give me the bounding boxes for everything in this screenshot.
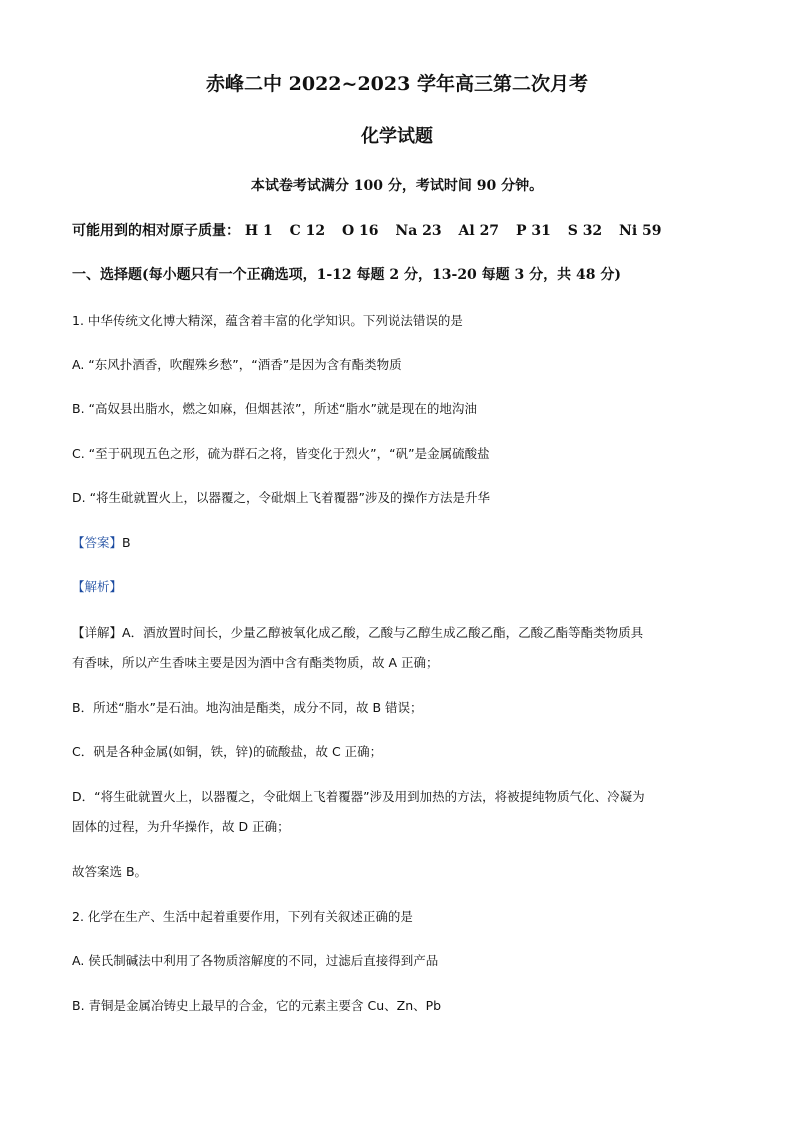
answer-value: B	[122, 535, 131, 550]
q1-detail-line: D．“将生砒就置火上，以器覆之，令砒烟上飞着覆器”涉及用到加热的方法，将被提纯物质气化、冷凝为	[72, 789, 645, 804]
subject-title: 化学试题	[361, 126, 433, 147]
atomic-mass-item: H 1	[244, 223, 273, 239]
q2-stem: 2. 化学在生产、生活中起着重要作用，下列有关叙述正确的是	[72, 909, 413, 924]
atomic-mass-item: Al 27	[458, 223, 500, 239]
exam-note: 本试卷考试满分 100 分，考试时间 90 分钟。	[250, 178, 544, 194]
atomic-mass-item: C 12	[289, 223, 326, 239]
atomic-mass-item: P 31	[515, 223, 551, 239]
q1-detail-line	[72, 624, 643, 642]
q1-option-b: B. “高奴县出脂水，燃之如麻，但烟甚浓”，所述“脂水”就是现在的地沟油	[72, 401, 477, 416]
atomic-mass-item: S 32	[567, 223, 603, 239]
q1-conclusion: 故答案选 B。	[72, 864, 148, 879]
atomic-mass-item: O 16	[341, 223, 379, 239]
answer-tag: 【答案】	[72, 535, 123, 550]
q1-option-c: C. “至于矾现五色之形，硫为群石之将，皆变化于烈火”，“矾”是金属硫酸盐	[72, 446, 490, 461]
q1-option-a: A. “东风扑酒香，吹醒殊乡愁”，“酒香”是因为含有酯类物质	[72, 357, 402, 372]
q1-stem: 1. 中华传统文化博大精深，蕴含着丰富的化学知识。下列说法错误的是	[72, 313, 463, 328]
q1-analysis-tag: 【解析】	[72, 579, 123, 594]
q1-detail-line: B．所述“脂水”是石油。地沟油是酯类，成分不同，故 B 错误；	[72, 700, 423, 715]
detail-tag: 【详解】	[72, 625, 123, 640]
q1-detail-line: 固体的过程，为升华操作，故 D 正确；	[72, 819, 290, 834]
q1-detail-line: 有香味，所以产生香味主要是因为酒中含有酯类物质，故 A 正确；	[72, 655, 439, 670]
q1-answer	[72, 534, 131, 552]
q2-option-b: B. 青铜是金属冶铸史上最早的合金，它的元素主要含 Cu、Zn、Pb	[72, 998, 442, 1013]
atomic-mass-label: 可能用到的相对原子质量：	[72, 223, 240, 239]
detail-text: A．酒放置时间长，少量乙醇被氧化成乙酸，乙酸与乙醇生成乙酸乙酯，乙酸乙酯等酯类物质具	[122, 625, 644, 640]
atomic-mass-line	[72, 222, 674, 240]
atomic-mass-item: Ni 59	[619, 223, 662, 239]
q1-detail-line: C．矾是各种金属(如铜，铁，锌)的硫酸盐，故 C 正确；	[72, 744, 383, 759]
q2-option-a: A. 侯氏制碱法中利用了各物质溶解度的不同，过滤后直接得到产品	[72, 953, 439, 968]
q1-option-d: D. “将生砒就置火上，以器覆之，令砒烟上飞着覆器”涉及的操作方法是升华	[72, 490, 491, 505]
exam-title: 赤峰二中 2022~2023 学年高三第二次月考	[206, 73, 588, 95]
section-title: 一、选择题(每小题只有一个正确选项，1-12 每题 2 分，13-20 每题 3 分，共 48 分)	[72, 267, 622, 283]
atomic-mass-item: Na 23	[395, 223, 442, 239]
